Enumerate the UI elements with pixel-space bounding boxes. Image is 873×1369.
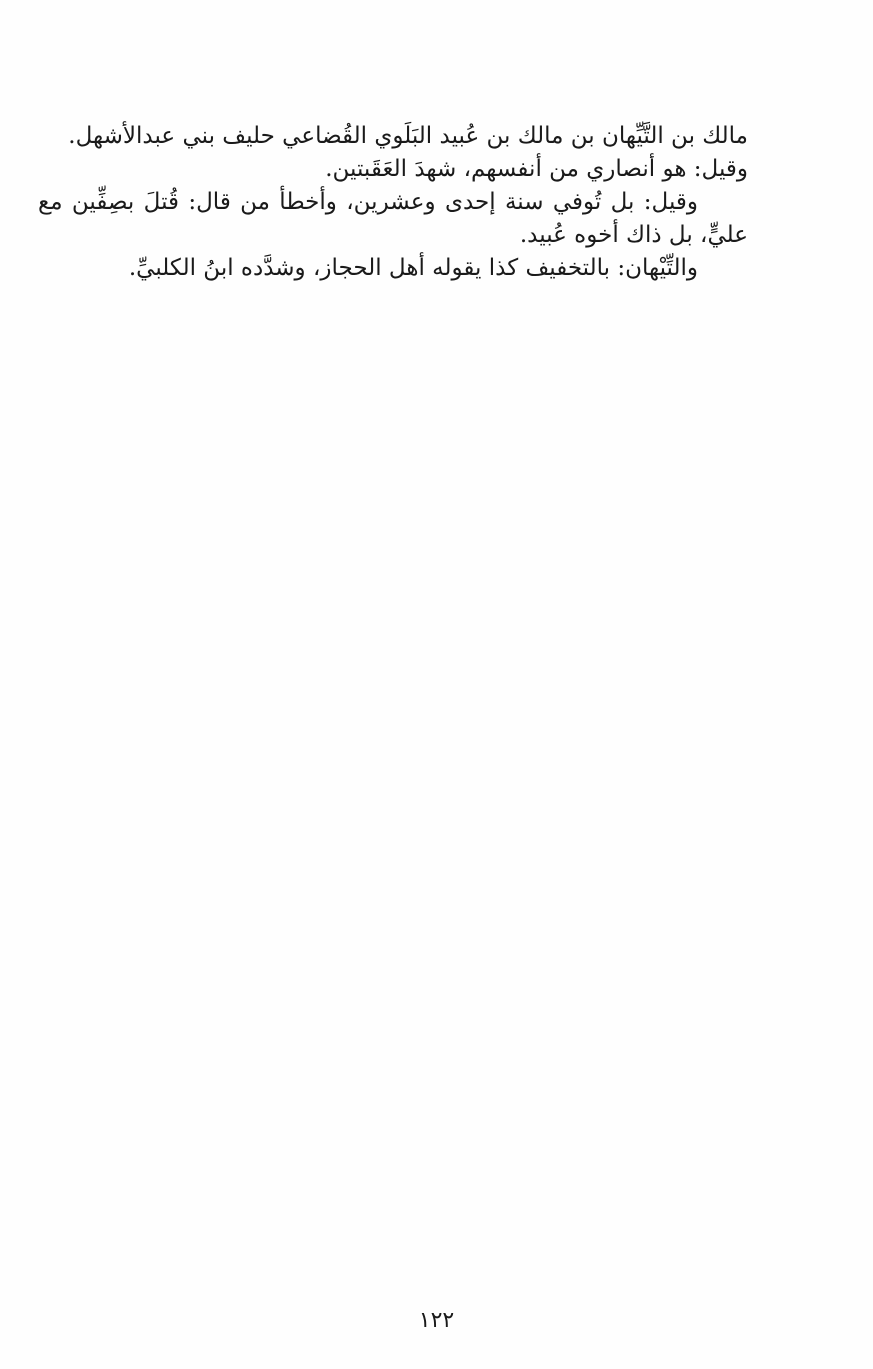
page-number: ١٢٢ xyxy=(418,1308,455,1333)
paragraph-ansari-note: وقيل: هو أنصاري من أنفسهم، شهدَ العَقَبتين. xyxy=(325,156,748,182)
paragraph-death-note: وقيل: بل تُوفي سنة إحدى وعشرين، وأخطأ من قال: قُتلَ بصِفِّين مع عليٍّ، بل ذاك أخوه عُبيد. xyxy=(38,189,748,248)
paragraph-entry-name: مالك بن التَّيِّهان بن مالك بن عُبيد البَلَوي القُضاعي حليف بني عبدالأشهل. xyxy=(68,123,748,149)
body-text xyxy=(38,120,748,285)
paragraph-spelling-note: والتِّيْهان: بالتخفيف كذا يقوله أهل الحجاز، وشدَّده ابنُ الكلبيِّ. xyxy=(128,255,698,281)
